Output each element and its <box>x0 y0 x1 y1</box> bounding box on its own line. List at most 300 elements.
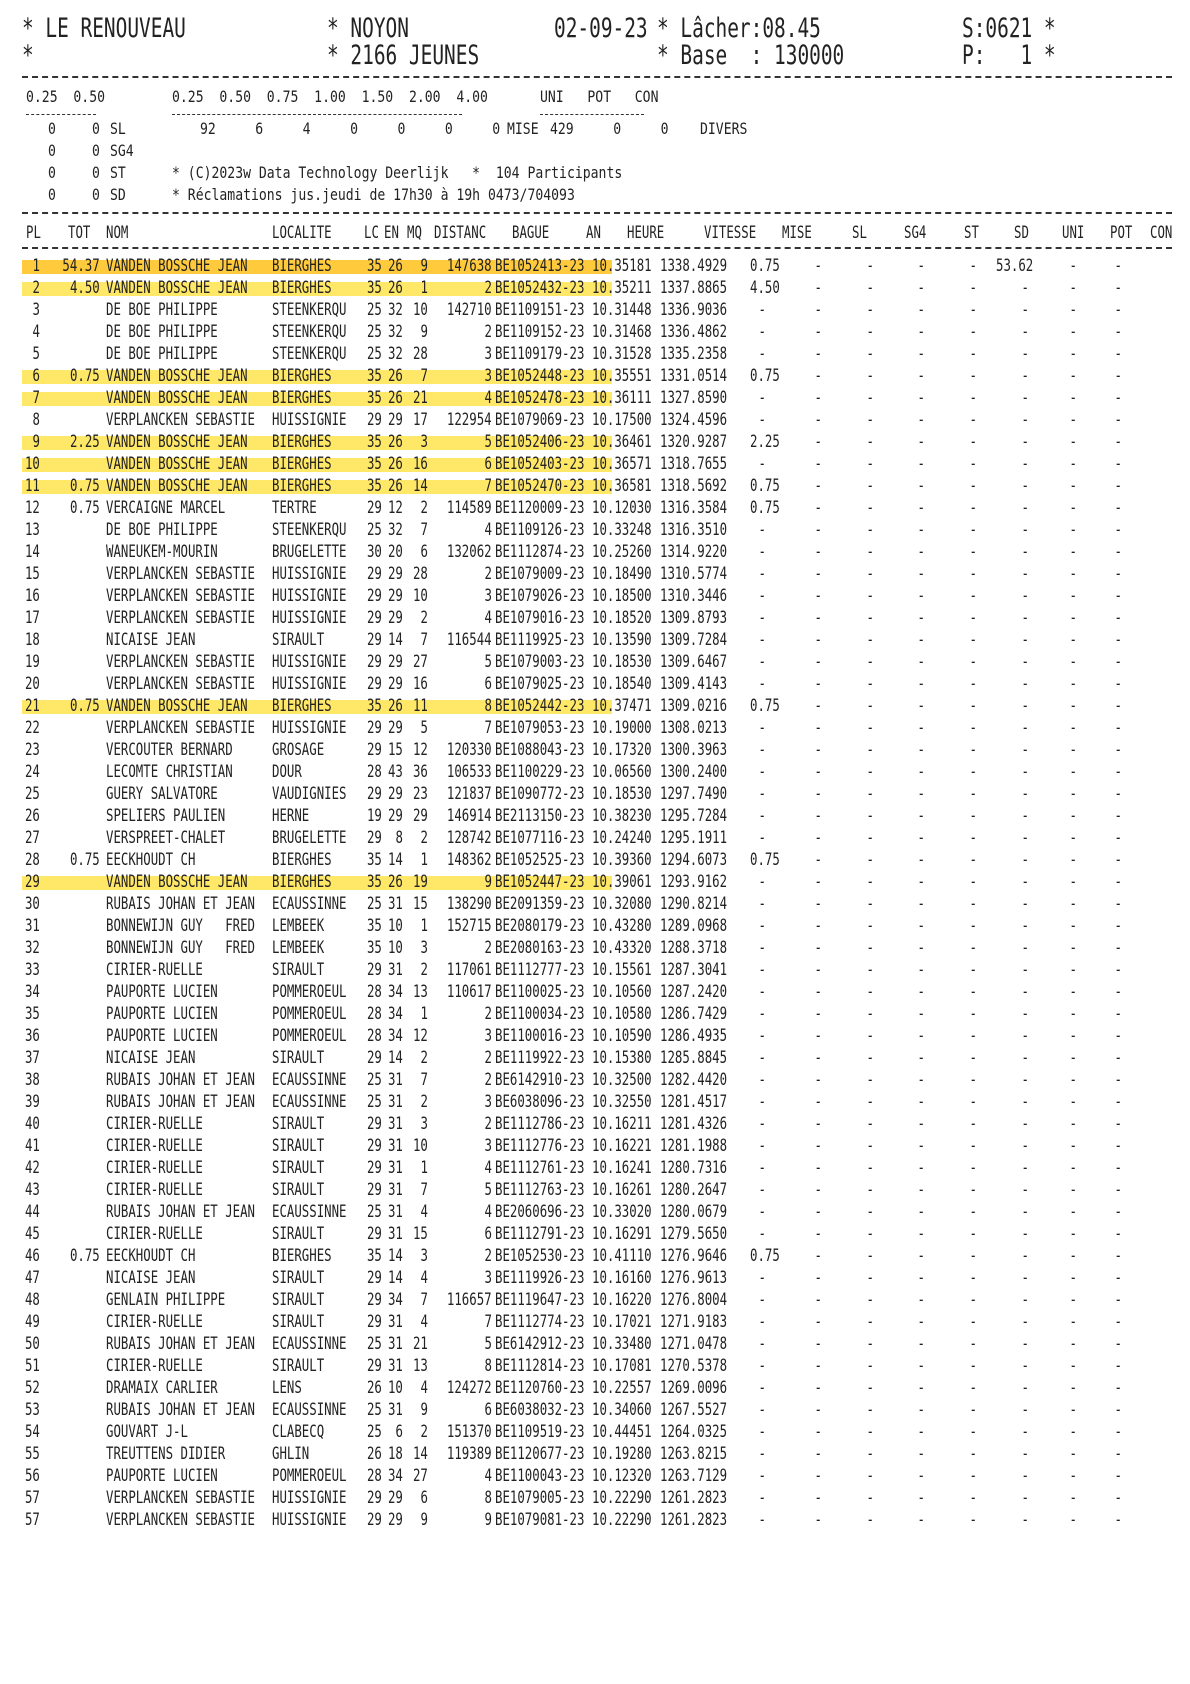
cell-dash: - <box>917 938 925 957</box>
table-row <box>22 673 1172 695</box>
table-row <box>22 849 1172 871</box>
cell-dash: - <box>1069 1114 1077 1133</box>
cell-vitesse: 1318.5692 <box>660 476 728 495</box>
cell-dash: - <box>1114 872 1122 891</box>
cell-en: 34 <box>388 1004 403 1023</box>
cell-heure: 10.43320 <box>592 938 652 957</box>
cell-dash: - <box>969 1202 977 1221</box>
cell-dash: - <box>814 564 822 583</box>
cell-dash: - <box>866 586 874 605</box>
cell-dash: - <box>866 1202 874 1221</box>
cell-nom: VERPLANCKEN SEBASTIE <box>106 608 256 627</box>
cell-dash: - <box>1114 1136 1122 1155</box>
club-star: * <box>22 40 34 71</box>
cell-dash: - <box>814 256 822 275</box>
cell-uni: - <box>1021 410 1029 429</box>
cell-nom: CIRIER-RUELLE <box>106 1180 203 1199</box>
cell-dash: - <box>1069 608 1077 627</box>
cell-localite: BIERGHES <box>272 454 332 473</box>
cell-bague: BE6038096-23 <box>495 1092 585 1111</box>
cell-uni: - <box>1021 454 1029 473</box>
cell-heure: 10.16211 <box>592 1114 652 1133</box>
stake-note: * Réclamations jus.jeudi de 17h30 à 19h 0473/704093 <box>172 185 575 204</box>
cell-heure: 10.17320 <box>592 740 652 759</box>
cell-distanc: 7 <box>484 476 492 495</box>
cell-uni: - <box>1021 1114 1029 1133</box>
cell-uni: - <box>1021 938 1029 957</box>
stake-values: 92 6 4 0 0 0 0 <box>200 119 501 138</box>
cell-mq: 10 <box>413 1136 428 1155</box>
cell-mise: - <box>758 1268 766 1287</box>
cell-nom: CIRIER-RUELLE <box>106 1114 203 1133</box>
stake-line <box>22 140 1172 162</box>
cell-dash: - <box>969 1334 977 1353</box>
cell-mise: 0.75 <box>750 696 780 715</box>
cell-bague: BE1120677-23 <box>495 1444 585 1463</box>
cell-nom: VERPLANCKEN SEBASTIE <box>106 718 256 737</box>
cell-heure: 10.35551 <box>592 366 652 385</box>
cell-dash: - <box>969 476 977 495</box>
cell-uni: - <box>1021 960 1029 979</box>
cell-dash: - <box>917 1290 925 1309</box>
cell-mq: 12 <box>413 1026 428 1045</box>
cell-dash: - <box>1069 1224 1077 1243</box>
cell-nom: GOUVART J-L <box>106 1422 188 1441</box>
cell-nom: PAUPORTE LUCIEN <box>106 1466 218 1485</box>
cell-uni: - <box>1021 894 1029 913</box>
cell-localite: GHLIN <box>272 1444 310 1463</box>
cell-heure: 10.17021 <box>592 1312 652 1331</box>
cell-bague: BE1112777-23 <box>495 960 585 979</box>
cell-dash: - <box>1069 784 1077 803</box>
cell-pl: 48 <box>25 1290 40 1309</box>
cell-vitesse: 1310.5774 <box>660 564 728 583</box>
cell-dash: - <box>917 388 925 407</box>
cell-dash: - <box>1069 1356 1077 1375</box>
s-code: S:0621 * <box>962 13 1056 44</box>
cell-dash: - <box>814 1466 822 1485</box>
cell-heure: 10.22290 <box>592 1488 652 1507</box>
cell-mise: - <box>758 762 766 781</box>
cell-localite: BIERGHES <box>272 432 332 451</box>
cell-dash: - <box>917 718 925 737</box>
cell-vitesse: 1309.0216 <box>660 696 728 715</box>
cell-mq: 3 <box>420 938 428 957</box>
cell-dash: - <box>1069 828 1077 847</box>
cell-distanc: 4 <box>484 608 492 627</box>
cell-mise: - <box>758 520 766 539</box>
cell-dash: - <box>814 454 822 473</box>
cell-dash: - <box>866 1488 874 1507</box>
cell-pl: 47 <box>25 1268 40 1287</box>
cell-dash: - <box>1069 630 1077 649</box>
cell-lc: 29 <box>367 586 382 605</box>
cell-heure: 10.33248 <box>592 520 652 539</box>
cell-dash: - <box>814 1268 822 1287</box>
table-row <box>22 783 1172 805</box>
cell-dash: - <box>866 630 874 649</box>
cell-vitesse: 1295.1911 <box>660 828 728 847</box>
table-row <box>22 1157 1172 1179</box>
cell-dash: - <box>917 1378 925 1397</box>
cell-dash: - <box>1069 1092 1077 1111</box>
cell-bague: BE1119925-23 <box>495 630 585 649</box>
cell-bague: BE1052530-23 <box>495 1246 585 1265</box>
cell-localite: SIRAULT <box>272 1290 325 1309</box>
cell-localite: BRUGELETTE <box>272 542 347 561</box>
cell-nom: TREUTTENS DIDIER <box>106 1444 226 1463</box>
cell-dash: - <box>917 476 925 495</box>
cell-dash: - <box>814 1356 822 1375</box>
cell-dash: - <box>814 1114 822 1133</box>
cell-dash: - <box>814 1224 822 1243</box>
cell-dash: - <box>969 344 977 363</box>
cell-dash: - <box>969 1070 977 1089</box>
cell-distanc: 3 <box>484 1268 492 1287</box>
cell-heure: 10.18530 <box>592 652 652 671</box>
cell-lc: 29 <box>367 960 382 979</box>
cell-dash: - <box>917 432 925 451</box>
cell-pl: 21 <box>25 696 40 715</box>
table-row <box>22 541 1172 563</box>
table-row <box>22 563 1172 585</box>
cell-vitesse: 1335.2358 <box>660 344 728 363</box>
cell-vitesse: 1289.0968 <box>660 916 728 935</box>
cell-mq: 2 <box>420 1092 428 1111</box>
cell-dash: - <box>814 542 822 561</box>
cell-localite: STEENKERQU <box>272 300 347 319</box>
cell-en: 31 <box>388 1092 403 1111</box>
cell-dash: - <box>1069 1334 1077 1353</box>
cell-distanc: 2 <box>484 1004 492 1023</box>
cell-localite: BIERGHES <box>272 850 332 869</box>
cell-dash: - <box>1069 366 1077 385</box>
stake-b: 0 <box>92 163 100 182</box>
table-row <box>22 1091 1172 1113</box>
stake-line <box>22 118 1172 140</box>
cell-en: 18 <box>388 1444 403 1463</box>
table-row <box>22 387 1172 409</box>
cell-lc: 25 <box>367 322 382 341</box>
cell-dash: - <box>1069 982 1077 1001</box>
cell-distanc: 110617 <box>447 982 492 1001</box>
cell-en: 32 <box>388 344 403 363</box>
cell-uni: - <box>1021 1026 1029 1045</box>
cell-uni: - <box>1021 1070 1029 1089</box>
cell-mq: 12 <box>413 740 428 759</box>
cell-localite: HUISSIGNIE <box>272 674 347 693</box>
cell-dash: - <box>1114 740 1122 759</box>
cell-dash: - <box>1114 520 1122 539</box>
cell-en: 29 <box>388 674 403 693</box>
cell-en: 29 <box>388 806 403 825</box>
cell-dash: - <box>969 718 977 737</box>
cell-mise: - <box>758 960 766 979</box>
cell-uni: - <box>1021 784 1029 803</box>
cell-mq: 16 <box>413 454 428 473</box>
cell-uni: - <box>1021 1092 1029 1111</box>
cell-dash: - <box>917 1202 925 1221</box>
cell-dash: - <box>1069 762 1077 781</box>
cell-pl: 32 <box>25 938 40 957</box>
cell-dash: - <box>1114 564 1122 583</box>
cell-dash: - <box>917 498 925 517</box>
cell-lc: 35 <box>367 1246 382 1265</box>
cell-bague: BE1052447-23 <box>495 872 585 891</box>
cell-dash: - <box>866 740 874 759</box>
cell-nom: VANDEN BOSSCHE JEAN <box>106 476 248 495</box>
cell-mq: 7 <box>420 1180 428 1199</box>
cell-nom: VERPLANCKEN SEBASTIE <box>106 1510 256 1529</box>
table-row <box>22 915 1172 937</box>
cell-en: 26 <box>388 432 403 451</box>
table-row <box>22 739 1172 761</box>
cell-dash: - <box>866 432 874 451</box>
cell-vitesse: 1286.7429 <box>660 1004 728 1023</box>
cell-pl: 49 <box>25 1312 40 1331</box>
cell-lc: 28 <box>367 1466 382 1485</box>
cell-lc: 25 <box>367 894 382 913</box>
cell-pl: 3 <box>32 300 40 319</box>
cell-dash: - <box>1114 586 1122 605</box>
cell-mq: 9 <box>420 256 428 275</box>
cell-heure: 10.39360 <box>592 850 652 869</box>
cell-mise: - <box>758 1092 766 1111</box>
cell-dash: - <box>1114 542 1122 561</box>
cell-lc: 29 <box>367 828 382 847</box>
cell-dash: - <box>1114 1158 1122 1177</box>
cell-en: 32 <box>388 300 403 319</box>
cell-en: 29 <box>388 608 403 627</box>
cell-localite: BIERGHES <box>272 388 332 407</box>
cell-lc: 28 <box>367 1004 382 1023</box>
cell-mise: - <box>758 1422 766 1441</box>
cell-dash: - <box>814 982 822 1001</box>
cell-mq: 14 <box>413 1444 428 1463</box>
cell-lc: 29 <box>367 1356 382 1375</box>
cell-dash: - <box>969 828 977 847</box>
cell-lc: 29 <box>367 1180 382 1199</box>
cell-dash: - <box>866 322 874 341</box>
cell-dash: - <box>1069 564 1077 583</box>
cell-dash: - <box>866 1180 874 1199</box>
cell-bague: BE1112791-23 <box>495 1224 585 1243</box>
cell-dash: - <box>814 322 822 341</box>
cell-mq: 2 <box>420 1422 428 1441</box>
cell-dash: - <box>917 784 925 803</box>
cell-nom: VERSPREET-CHALET <box>106 828 226 847</box>
cell-mq: 10 <box>413 586 428 605</box>
cell-dash: - <box>1069 278 1077 297</box>
cell-mq: 28 <box>413 564 428 583</box>
cell-dash: - <box>917 1048 925 1067</box>
cell-lc: 35 <box>367 476 382 495</box>
cell-dash: - <box>814 762 822 781</box>
cell-localite: ECAUSSINNE <box>272 894 347 913</box>
cell-mq: 5 <box>420 718 428 737</box>
cell-mq: 2 <box>420 1048 428 1067</box>
cell-dash: - <box>917 960 925 979</box>
cell-heure: 10.33020 <box>592 1202 652 1221</box>
cell-distanc: 132062 <box>447 542 492 561</box>
cell-pl: 30 <box>25 894 40 913</box>
cell-heure: 10.43280 <box>592 916 652 935</box>
cell-en: 26 <box>388 872 403 891</box>
cell-uni: - <box>1021 828 1029 847</box>
cell-lc: 25 <box>367 1202 382 1221</box>
table-row <box>22 321 1172 343</box>
cell-localite: BIERGHES <box>272 696 332 715</box>
cell-en: 26 <box>388 476 403 495</box>
cell-lc: 25 <box>367 344 382 363</box>
cell-dash: - <box>866 278 874 297</box>
cell-dash: - <box>917 1488 925 1507</box>
cell-vitesse: 1290.8214 <box>660 894 728 913</box>
stake-header <box>22 86 1172 108</box>
cell-mq: 27 <box>413 652 428 671</box>
cell-nom: RUBAIS JOHAN ET JEAN <box>106 1202 256 1221</box>
cell-dash: - <box>969 652 977 671</box>
cell-pl: 11 <box>25 476 40 495</box>
cell-dash: - <box>1069 1488 1077 1507</box>
cell-distanc: 5 <box>484 652 492 671</box>
cell-lc: 35 <box>367 916 382 935</box>
cell-pl: 56 <box>25 1466 40 1485</box>
cell-dash: - <box>866 542 874 561</box>
cell-dash: - <box>1114 1422 1122 1441</box>
cell-dash: - <box>866 498 874 517</box>
cell-heure: 10.32550 <box>592 1092 652 1111</box>
cell-bague: BE1100016-23 <box>495 1026 585 1045</box>
cell-distanc: 9 <box>484 872 492 891</box>
cell-dash: - <box>917 1400 925 1419</box>
cell-pl: 38 <box>25 1070 40 1089</box>
cell-dash: - <box>814 696 822 715</box>
table-row <box>22 1135 1172 1157</box>
cell-mq: 19 <box>413 872 428 891</box>
cell-dash: - <box>969 630 977 649</box>
cell-tot: 0.75 <box>70 476 100 495</box>
cell-pl: 14 <box>25 542 40 561</box>
cell-uni: - <box>1021 1224 1029 1243</box>
cell-heure: 10.36461 <box>592 432 652 451</box>
cell-dash: - <box>1114 718 1122 737</box>
cell-dash: - <box>969 1466 977 1485</box>
cell-pl: 52 <box>25 1378 40 1397</box>
cell-lc: 25 <box>367 1422 382 1441</box>
stake-key: SL <box>110 119 126 138</box>
cell-uni: - <box>1021 850 1029 869</box>
table-row <box>22 1311 1172 1333</box>
cell-dash: - <box>1069 1158 1077 1177</box>
cell-bague: BE1100025-23 <box>495 982 585 1001</box>
cell-dash: - <box>969 982 977 1001</box>
cell-dash: - <box>814 1378 822 1397</box>
table-row <box>22 453 1172 475</box>
cell-localite: POMMEROEUL <box>272 1466 347 1485</box>
cell-bague: BE1052413-23 <box>495 256 585 275</box>
table-row <box>22 871 1172 893</box>
cell-pl: 37 <box>25 1048 40 1067</box>
col-bague: BAGUE <box>512 223 550 242</box>
table-row <box>22 1377 1172 1399</box>
cell-dash: - <box>866 674 874 693</box>
cell-bague: BE6142910-23 <box>495 1070 585 1089</box>
cell-en: 43 <box>388 762 403 781</box>
cell-nom: GUERY SALVATORE <box>106 784 218 803</box>
cell-dash: - <box>917 322 925 341</box>
cell-dash: - <box>917 652 925 671</box>
cell-en: 26 <box>388 256 403 275</box>
cell-mise: - <box>758 564 766 583</box>
table-row <box>22 475 1172 497</box>
cell-uni: - <box>1021 388 1029 407</box>
cell-dash: - <box>814 916 822 935</box>
cell-bague: BE1079005-23 <box>495 1488 585 1507</box>
cell-heure: 10.17081 <box>592 1356 652 1375</box>
cell-bague: BE1079053-23 <box>495 718 585 737</box>
cell-lc: 30 <box>367 542 382 561</box>
cell-distanc: 116657 <box>447 1290 492 1309</box>
cell-heure: 10.22557 <box>592 1378 652 1397</box>
cell-bague: BE1052470-23 <box>495 476 585 495</box>
cell-distanc: 147638 <box>447 256 492 275</box>
cell-mq: 6 <box>420 1488 428 1507</box>
cell-dash: - <box>1069 1048 1077 1067</box>
cell-dash: - <box>917 520 925 539</box>
cell-pl: 50 <box>25 1334 40 1353</box>
cell-pl: 51 <box>25 1356 40 1375</box>
cell-en: 31 <box>388 1312 403 1331</box>
cell-heure: 10.10560 <box>592 982 652 1001</box>
cell-pl: 25 <box>25 784 40 803</box>
cell-dash: - <box>969 894 977 913</box>
cell-vitesse: 1320.9287 <box>660 432 728 451</box>
cell-nom: DRAMAIX CARLIER <box>106 1378 218 1397</box>
cell-mise: - <box>758 1004 766 1023</box>
cell-dash: - <box>1069 696 1077 715</box>
cell-pl: 9 <box>32 432 40 451</box>
cell-dash: - <box>866 850 874 869</box>
cell-dash: - <box>969 1092 977 1111</box>
cell-mise: - <box>758 982 766 1001</box>
cell-dash: - <box>1114 674 1122 693</box>
cell-dash: - <box>969 300 977 319</box>
table-row <box>22 1399 1172 1421</box>
stake-a: 0 <box>48 163 56 182</box>
cell-vitesse: 1280.7316 <box>660 1158 728 1177</box>
cell-vitesse: 1336.4862 <box>660 322 728 341</box>
table-row <box>22 607 1172 629</box>
stake-divers-values: 429 0 0 <box>550 119 669 138</box>
cell-dash: - <box>917 564 925 583</box>
cell-vitesse: 1297.7490 <box>660 784 728 803</box>
table-row <box>22 1047 1172 1069</box>
table-row <box>22 1421 1172 1443</box>
cell-localite: LEMBEEK <box>272 938 325 957</box>
cell-nom: GENLAIN PHILIPPE <box>106 1290 226 1309</box>
cell-bague: BE6038032-23 <box>495 1400 585 1419</box>
cell-localite: SIRAULT <box>272 1312 325 1331</box>
table-row <box>22 343 1172 365</box>
cell-en: 31 <box>388 1224 403 1243</box>
cell-localite: HUISSIGNIE <box>272 586 347 605</box>
cell-uni: - <box>1021 674 1029 693</box>
cell-dash: - <box>1069 1070 1077 1089</box>
cell-nom: VANDEN BOSSCHE JEAN <box>106 696 248 715</box>
cell-heure: 10.41110 <box>592 1246 652 1265</box>
cell-pl: 41 <box>25 1136 40 1155</box>
